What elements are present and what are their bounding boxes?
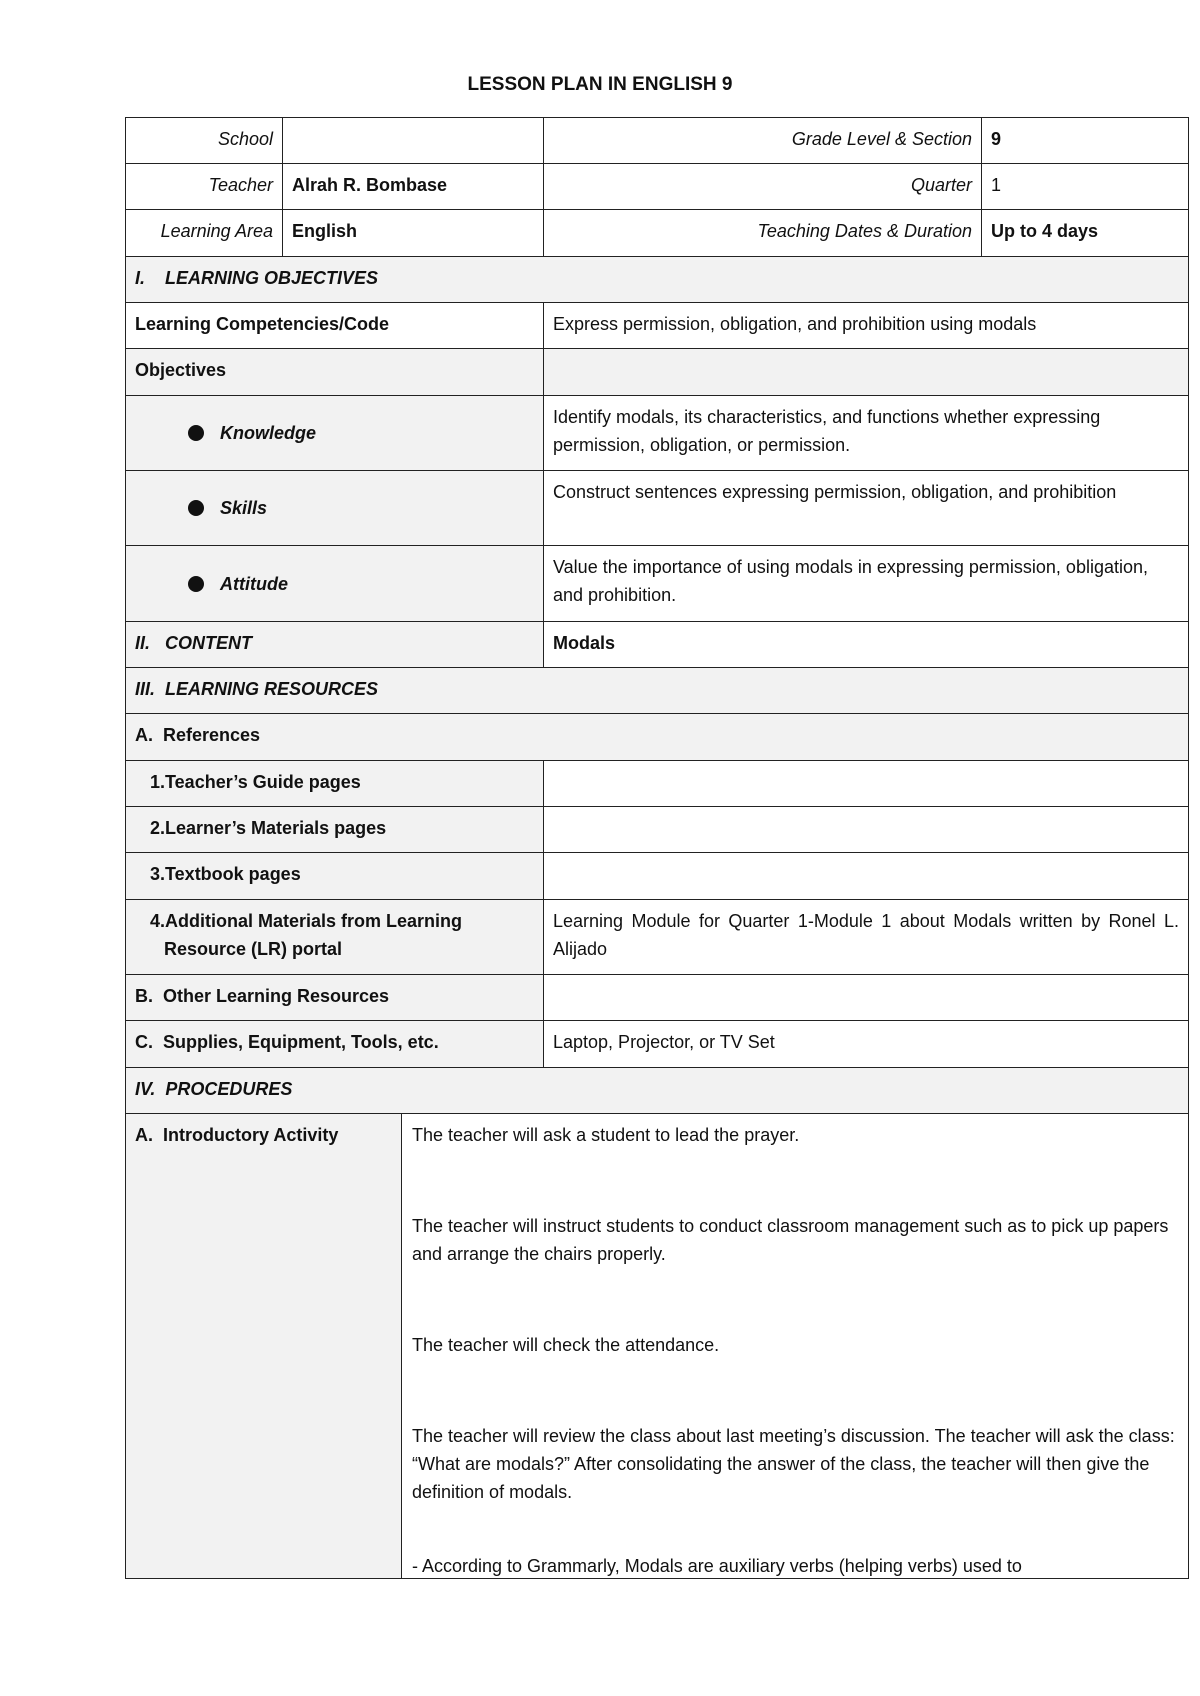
learners-materials-label: 2.Learner’s Materials pages [125,806,544,853]
attitude-row-label [125,545,544,622]
attitude-value: Value the importance of using modals in expressing permission, obligation, and prohibition. [543,545,1189,622]
objectives-value [543,348,1189,396]
competencies-value: Express permission, obligation, and prohibition using modals [543,302,1189,349]
teachers-guide-label: 1.Teacher’s Guide pages [125,760,544,807]
introductory-activity-label: A. Introductory Activity [125,1113,402,1579]
content-heading: II. CONTENT [125,621,544,668]
page-title: LESSON PLAN IN ENGLISH 9 [467,74,733,95]
learning-area-value: English [282,209,544,257]
knowledge-label: Knowledge [220,423,317,443]
bullet-icon [188,576,204,592]
references-label: A. References [125,713,1189,761]
grade-label: Grade Level & Section [543,117,982,164]
supplies-value: Laptop, Projector, or TV Set [543,1020,1189,1068]
additional-materials-label: 4.Additional Materials from Learning Resource (LR) portal [125,899,544,975]
teaching-dates-label: Teaching Dates & Duration [543,209,982,257]
grade-value: 9 [981,117,1189,164]
other-resources-label: B. Other Learning Resources [125,974,544,1021]
textbook-value [543,852,1189,900]
learning-area-label: Learning Area [125,209,283,257]
knowledge-value: Identify modals, its characteristics, and functions whether expressing permission, obligation, or permission. [543,395,1189,471]
school-value [282,117,544,164]
quarter-value: 1 [981,163,1189,210]
learning-resources-heading: III. LEARNING RESOURCES [125,667,1189,714]
teachers-guide-value [543,760,1189,807]
procedures-heading: IV. PROCEDURES [125,1067,1189,1114]
other-resources-value [543,974,1189,1021]
additional-materials-value: Learning Module for Quarter 1-Module 1 about Modals written by Ronel L. Alijado [543,899,1189,975]
bullet-icon [188,500,204,516]
skills-row-label [125,470,544,546]
teacher-value: Alrah R. Bombase [282,163,544,210]
school-label: School [125,117,283,164]
objectives-label: Objectives [125,348,544,396]
supplies-label: C. Supplies, Equipment, Tools, etc. [125,1020,544,1068]
intro-paragraph: The teacher will instruct students to conduct classroom management such as to pick up papers and arrange the chairs properly. [412,1216,1169,1264]
skills-value: Construct sentences expressing permission, obligation, and prohibition [543,470,1189,546]
learners-materials-value [543,806,1189,853]
introductory-activity-content [401,1113,1189,1579]
content-value: Modals [543,621,1189,668]
textbook-label: 3.Textbook pages [125,852,544,900]
teaching-dates-value: Up to 4 days [981,209,1189,257]
learning-objectives-heading: I. LEARNING OBJECTIVES [125,256,1189,303]
bullet-icon [188,425,204,441]
intro-paragraph: - According to Grammarly, Modals are auxiliary verbs (helping verbs) used to [412,1556,1022,1576]
competencies-label: Learning Competencies/Code [125,302,544,349]
intro-paragraph: The teacher will review the class about last meeting’s discussion. The teacher will ask the class: “What are modals?” After consolidating the answer of the class, the teacher will then give the definition of modals. [412,1426,1175,1502]
intro-paragraph: The teacher will check the attendance. [412,1335,720,1355]
skills-label: Skills [220,498,268,518]
attitude-label: Attitude [220,573,288,594]
quarter-label: Quarter [543,163,982,210]
teacher-label: Teacher [125,163,283,210]
intro-paragraph: The teacher will ask a student to lead the prayer. [412,1125,800,1145]
knowledge-row-label [125,395,544,471]
